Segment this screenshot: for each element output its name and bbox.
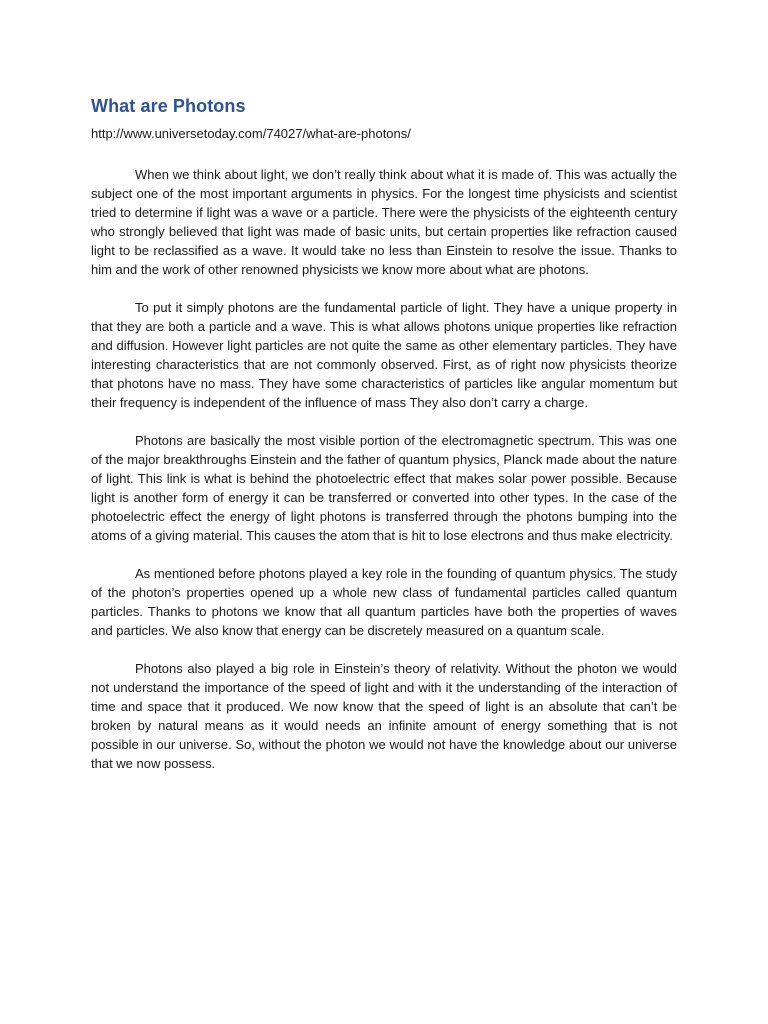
document-title: What are Photons: [91, 96, 246, 116]
paragraph-5: Photons also played a big role in Einstein’s theory of relativity. Without the photon we would not understand the importance of the speed of light and with it the understanding of the interaction of time and space that it produced. We now know that the speed of light is an absolute that can’t be broken by natural means as it would needs an infinite amount of energy something that is not possible in our universe. So, without the photon we would not have the knowledge about our universe that we now possess.: [91, 661, 677, 771]
paragraph-1: When we think about light, we don’t really think about what it is made of. This was actually the subject one of the most important arguments in physics. For the longest time physicists and scientist tried to determine if light was a wave or a particle. There were the physicists of the eighteenth century who strongly believed that light was made of basic units, but certain properties like refraction caused light to be reclassified as a wave. It would take no less than Einstein to resolve the issue. Thanks to him and the work of other renowned physicists we know more about what are photons.: [91, 167, 677, 277]
source-url: http://www.universetoday.com/74027/what-are-photons/: [91, 126, 411, 141]
paragraph-2: To put it simply photons are the fundamental particle of light. They have a unique property in that they are both a particle and a wave. This is what allows photons unique properties like refraction and diffusion. However light particles are not quite the same as other elementary particles. They have interesting characteristics that are not commonly observed. First, as of right now physicists theorize that photons have no mass. They have some characteristics of particles like angular momentum but their frequency is independent of the influence of mass They also don’t carry a charge.: [91, 300, 677, 410]
paragraph-4: As mentioned before photons played a key role in the founding of quantum physics. The study of the photon’s properties opened up a whole new class of fundamental particles called quantum particles. Thanks to photons we know that all quantum particles have both the properties of waves and particles. We also know that energy can be discretely measured on a quantum scale.: [91, 566, 677, 638]
paragraph-3: Photons are basically the most visible portion of the electromagnetic spectrum. This was one of the major breakthroughs Einstein and the father of quantum physics, Planck made about the nature of light. This link is what is behind the photoelectric effect that makes solar power possible. Because light is another form of energy it can be transferred or converted into other types. In the case of the photoelectric effect the energy of light photons is transferred through the photons bumping into the atoms of a giving material. This causes the atom that is hit to lose electrons and thus make electricity.: [91, 433, 677, 543]
document-page: [91, 94, 677, 773]
